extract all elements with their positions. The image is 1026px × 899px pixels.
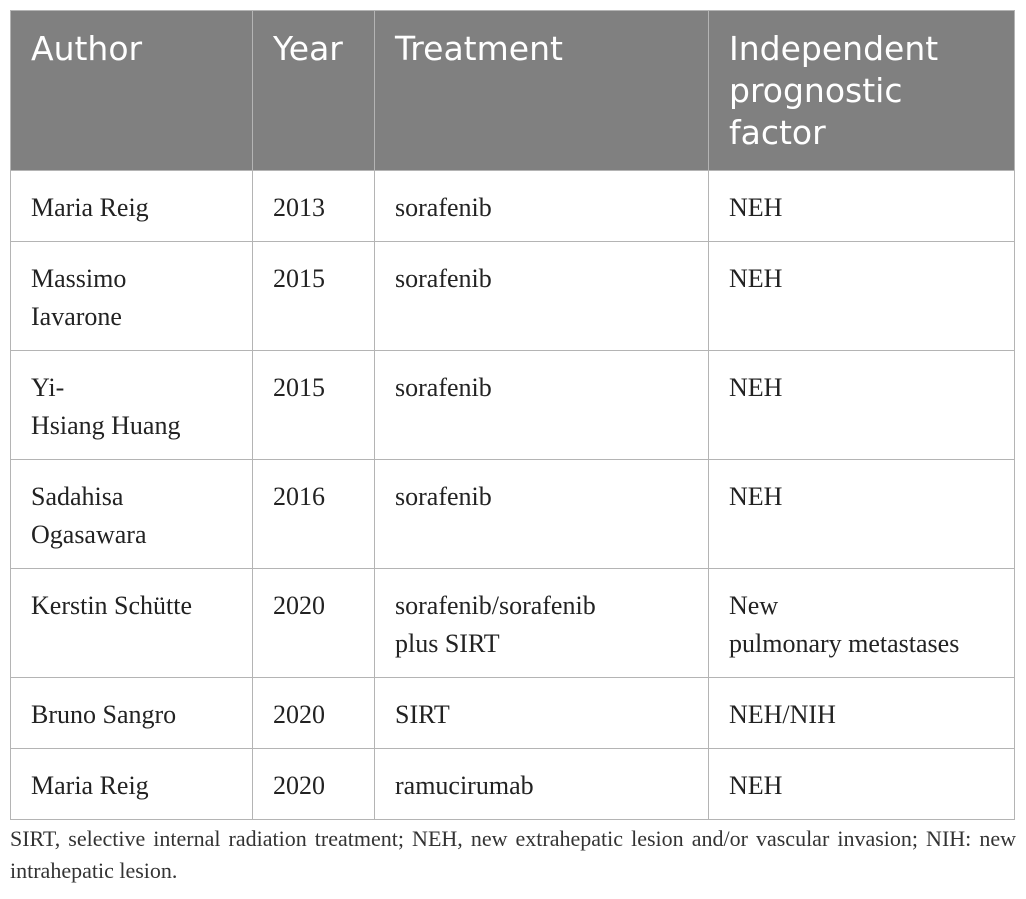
header-treatment — [375, 11, 709, 171]
author-text: Bruno Sangro — [31, 700, 177, 729]
header-factor-line-1: Independent — [729, 29, 939, 68]
table-body — [11, 171, 1015, 820]
treatment-cell — [375, 749, 709, 820]
author-text: Hsiang Huang — [31, 411, 181, 440]
treatment-cell — [375, 351, 709, 460]
factor-text: NEH — [729, 482, 783, 511]
factor-cell — [709, 351, 1015, 460]
header-author — [11, 11, 253, 171]
factor-text: NEH — [729, 373, 783, 402]
author-cell — [11, 351, 253, 460]
author-cell — [11, 569, 253, 678]
year-cell: 2015 — [253, 242, 375, 351]
factor-text: New — [729, 591, 779, 620]
table-row — [11, 749, 1015, 820]
author-text: Kerstin Schütte — [31, 591, 193, 620]
treatment-cell — [375, 460, 709, 569]
treatment-text: sorafenib/sorafenib — [395, 591, 596, 620]
table-row — [11, 171, 1015, 242]
year-cell: 2016 — [253, 460, 375, 569]
treatment-cell — [375, 569, 709, 678]
factor-text: NEH — [729, 193, 783, 222]
factor-cell — [709, 749, 1015, 820]
factor-text: NEH — [729, 771, 783, 800]
factor-text: pulmonary metastases — [729, 629, 960, 658]
table-footnote: SIRT, selective internal radiation treatment; NEH, new extrahepatic lesion and/or vascular invasion; NIH: new intrahepatic lesion. — [10, 826, 1016, 883]
treatment-cell — [375, 678, 709, 749]
author-text: Maria Reig — [31, 193, 149, 222]
table-row — [11, 242, 1015, 351]
table-header — [11, 11, 1015, 171]
treatment-cell — [375, 242, 709, 351]
table-row — [11, 678, 1015, 749]
factor-cell — [709, 460, 1015, 569]
author-text: Yi- — [31, 373, 65, 402]
factor-text: NEH — [729, 264, 783, 293]
treatment-text: sorafenib — [395, 482, 492, 511]
header-prognostic-factor — [709, 11, 1015, 171]
table-row — [11, 460, 1015, 569]
treatment-text: ramucirumab — [395, 771, 534, 800]
factor-cell — [709, 569, 1015, 678]
table-row — [11, 569, 1015, 678]
author-cell — [11, 242, 253, 351]
year-cell: 2020 — [253, 569, 375, 678]
author-text: Ogasawara — [31, 520, 147, 549]
author-cell — [11, 678, 253, 749]
author-text: Massimo — [31, 264, 127, 293]
year-cell: 2020 — [253, 678, 375, 749]
header-row — [11, 11, 1015, 171]
author-cell — [11, 749, 253, 820]
treatment-cell — [375, 171, 709, 242]
author-text: Sadahisa — [31, 482, 124, 511]
header-treatment-line: Treatment — [395, 29, 563, 68]
header-year-line: Year — [273, 29, 343, 68]
header-author-line: Author — [31, 29, 143, 68]
treatment-text: sorafenib — [395, 264, 492, 293]
treatment-text: sorafenib — [395, 373, 492, 402]
author-cell — [11, 460, 253, 569]
year-cell: 2020 — [253, 749, 375, 820]
author-cell — [11, 171, 253, 242]
year-cell: 2013 — [253, 171, 375, 242]
header-year — [253, 11, 375, 171]
table-row — [11, 351, 1015, 460]
header-factor-line-2: prognostic — [729, 71, 903, 110]
treatment-text: sorafenib — [395, 193, 492, 222]
factor-cell — [709, 678, 1015, 749]
factor-cell — [709, 171, 1015, 242]
author-text: Maria Reig — [31, 771, 149, 800]
data-table — [10, 10, 1015, 820]
year-cell: 2015 — [253, 351, 375, 460]
treatment-text: SIRT — [395, 700, 450, 729]
factor-text: NEH/NIH — [729, 700, 836, 729]
treatment-text: plus SIRT — [395, 629, 500, 658]
author-text: Iavarone — [31, 302, 122, 331]
header-factor-line-3: factor — [729, 113, 826, 152]
factor-cell — [709, 242, 1015, 351]
